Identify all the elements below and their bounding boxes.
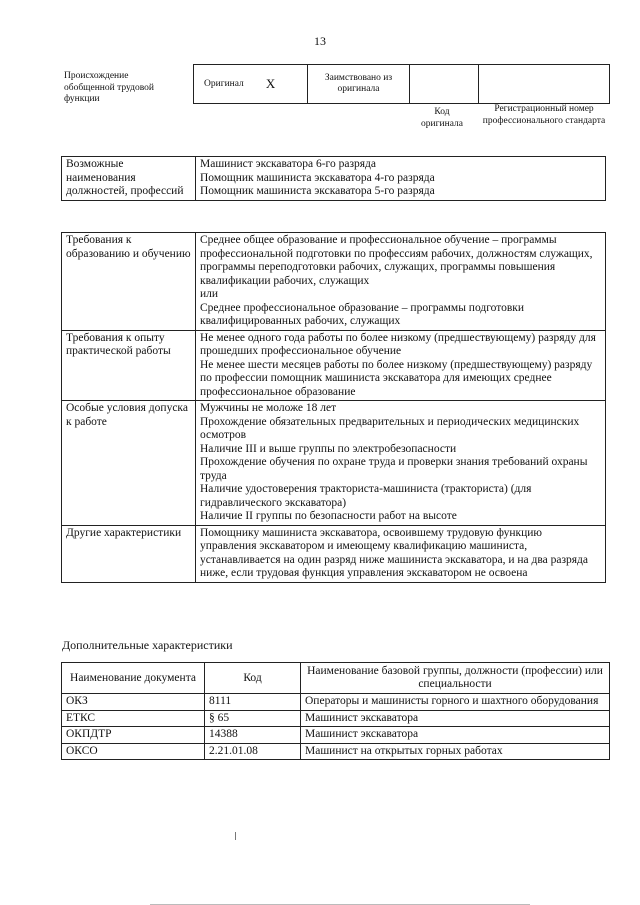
origin-reg-cell — [479, 65, 610, 104]
possible-names-table — [61, 156, 606, 201]
group-name-cell: Машинист на открытых горных работах — [301, 743, 610, 760]
group-name-cell: Операторы и машинисты горного и шахтного оборудования — [301, 694, 610, 711]
origin-original-label: Оригинал — [204, 79, 244, 89]
requirement-label: Другие характеристики — [62, 525, 196, 582]
requirement-values — [196, 233, 606, 331]
code-cell: 8111 — [205, 694, 301, 711]
doc-name-cell: ЕТКС — [62, 710, 205, 727]
origin-borrowed-label: Заимствовано из оригинала — [308, 65, 410, 104]
requirement-label: Особые условия допуска к работе — [62, 401, 196, 526]
requirement-line: Помощнику машиниста экскаватора, освоившему трудовую функцию управления экскаватором и имеющему квалификацию машиниста, устанавливается на один разряд ниже машиниста экскаватора, и на два разряда ниже, если трудовая функция управления экскаватором не освоена — [200, 526, 589, 579]
requirement-line: Наличие III и выше группы по электробезопасности — [200, 442, 457, 455]
additional-title: Дополнительные характеристики — [62, 638, 233, 652]
origin-table — [193, 64, 610, 104]
column-header: Наименование документа — [62, 663, 205, 694]
possible-name-item: Помощник машиниста экскаватора 5-го разряда — [200, 185, 435, 197]
origin-original-mark: X — [265, 76, 276, 91]
possible-name-item: Помощник машиниста экскаватора 4-го разряда — [200, 171, 435, 184]
group-name-cell: Машинист экскаватора — [301, 727, 610, 744]
requirement-line: Наличие II группы по безопасности работ на высоте — [200, 510, 457, 522]
requirement-line: Не менее одного года работы по более низкому (предшествующему) разряду для прошедших профессиональное обучение — [200, 331, 596, 357]
origin-code-caption: Код оригинала — [421, 107, 463, 129]
table-row — [62, 727, 610, 744]
origin-code-cell — [410, 65, 479, 104]
requirement-label: Требования к образованию и обучению — [62, 233, 196, 331]
group-name-cell: Машинист экскаватора — [301, 710, 610, 727]
possible-name-item: Машинист экскаватора 6-го разряда — [200, 158, 376, 170]
origin-label: Происхождение обобщенной трудовой функции — [64, 71, 154, 104]
code-cell: § 65 — [205, 710, 301, 727]
requirement-line: Наличие удостоверения тракториста-машиниста (тракториста) (для гидравлического экскаватора) — [200, 483, 532, 509]
column-header: Код — [205, 663, 301, 694]
doc-name-cell: ОКСО — [62, 743, 205, 760]
code-cell: 2.21.01.08 — [205, 743, 301, 760]
additional-header-row — [62, 663, 610, 694]
requirement-values — [196, 330, 606, 401]
code-cell: 14388 — [205, 727, 301, 744]
requirements-row-special-conditions — [62, 401, 606, 526]
table-row — [62, 710, 610, 727]
doc-name-cell: ОКПДТР — [62, 727, 205, 744]
requirement-line: Среднее профессиональное образование – программы подготовки квалифицированных рабочих, служащих — [200, 301, 525, 327]
table-row — [62, 743, 610, 760]
additional-table — [61, 662, 610, 760]
requirements-table — [61, 232, 606, 583]
requirement-values — [196, 525, 606, 582]
origin-reg-caption: Регистрационный номер профессионального стандарта — [482, 104, 606, 126]
requirement-line: Мужчины не моложе 18 лет — [200, 402, 337, 414]
requirements-row-education — [62, 233, 606, 331]
requirement-line: Среднее общее образование и профессиональное обучение – программы профессиональной подготовки по профессиям рабочих, должностям служащих, программы переподготовки рабочих, служащих, программы повышения квалификации рабочих, служащих — [200, 234, 593, 287]
possible-names-values — [196, 157, 606, 201]
requirement-label: Требования к опыту практической работы — [62, 330, 196, 401]
column-header: Наименование базовой группы, должности (профессии) или специальности — [301, 663, 610, 694]
requirements-row-other — [62, 525, 606, 582]
requirement-line: Не менее шести месяцев работы по более низкому (предшествующему) разряду по профессии помощник машиниста экскаватора для имеющих среднее профессиональное образование — [200, 358, 593, 398]
page-number: 13 — [314, 34, 326, 48]
requirement-line: или — [200, 288, 219, 300]
doc-name-cell: ОКЗ — [62, 694, 205, 711]
table-row — [62, 694, 610, 711]
requirement-line: Прохождение обязательных предварительных и периодических медицинских осмотров — [200, 415, 580, 441]
scan-mark — [235, 832, 236, 840]
possible-names-label: Возможные наименования должностей, профессий — [62, 157, 196, 201]
origin-original-cell — [194, 65, 308, 104]
requirements-row-experience — [62, 330, 606, 401]
requirement-values — [196, 401, 606, 526]
requirement-line: Прохождение обучения по охране труда и проверки знания требований охраны труда — [200, 456, 588, 482]
